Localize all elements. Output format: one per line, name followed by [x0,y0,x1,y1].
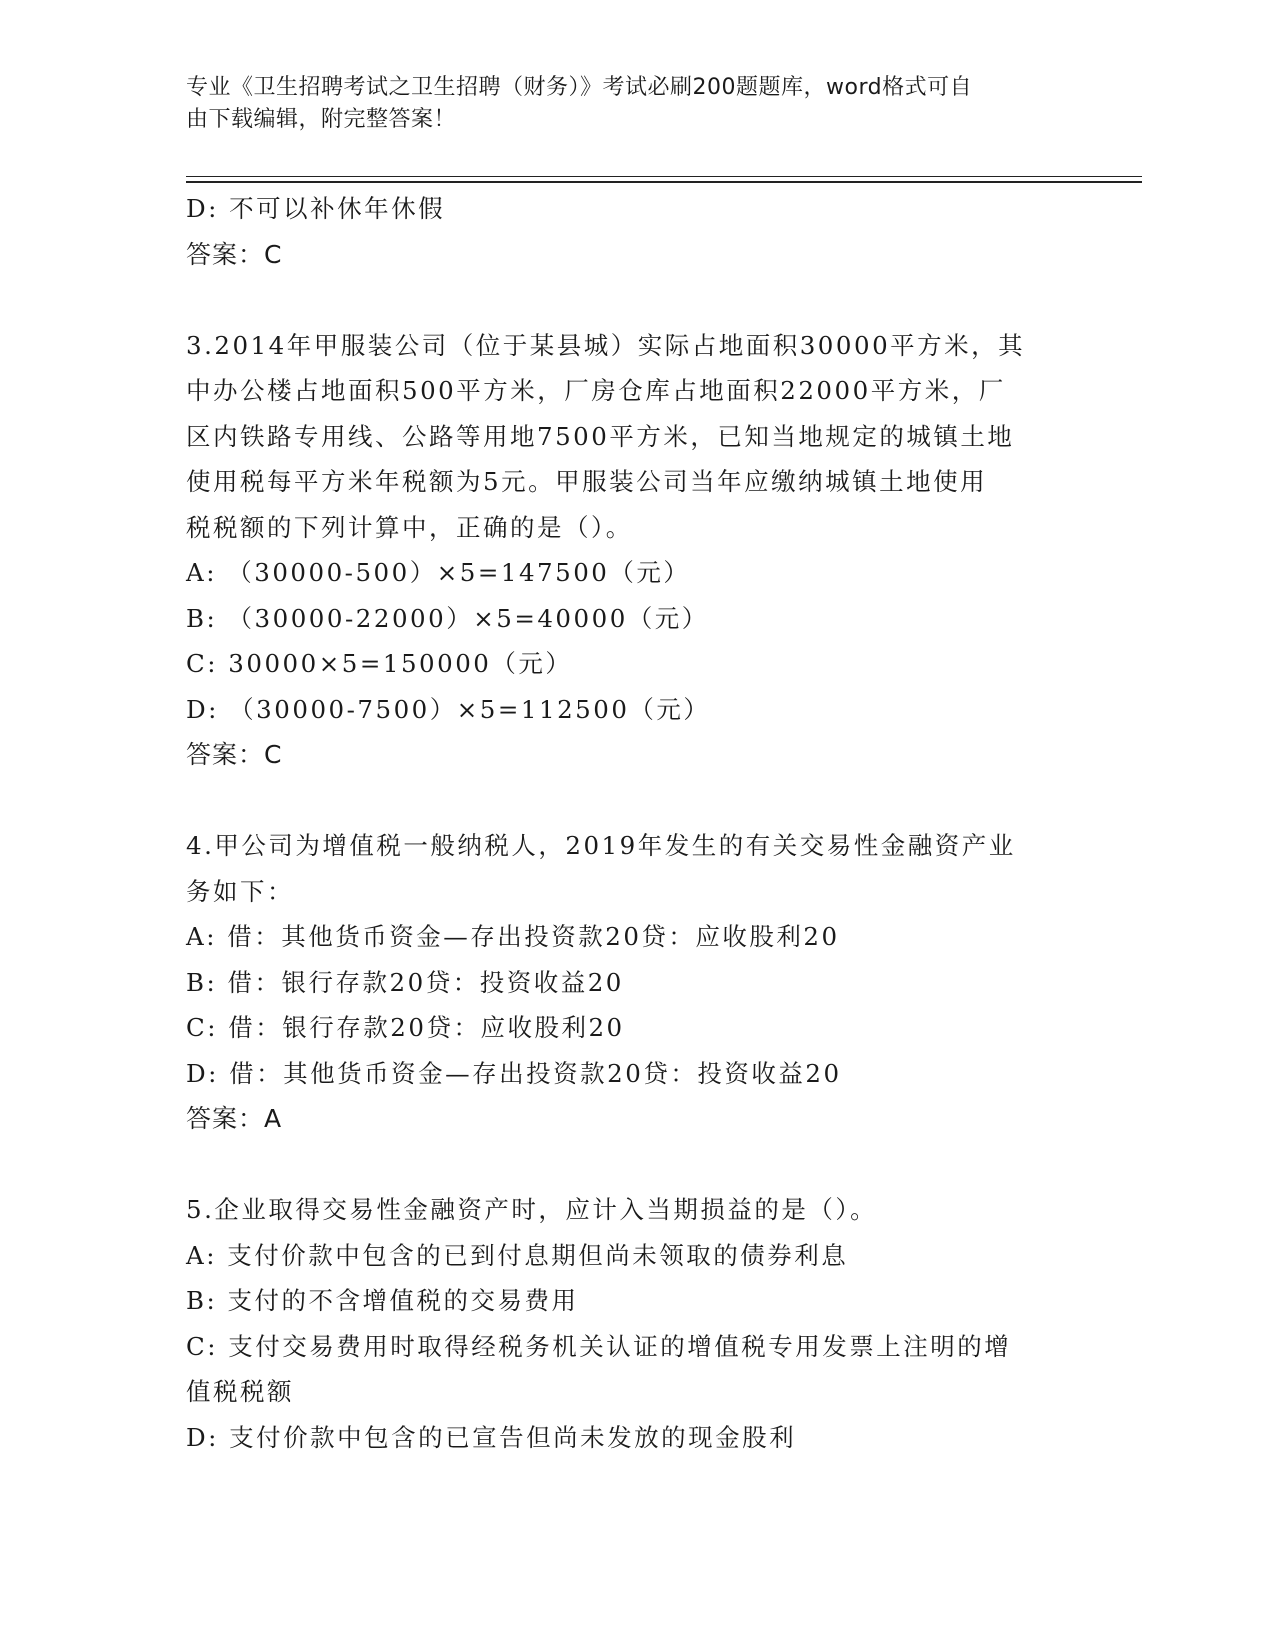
q4-option-d: D: 借：其他货币资金—存出投资款20贷：投资收益20 [186,1058,842,1088]
question-4 [186,823,1066,1142]
q3-stem-line: 税税额的下列计算中，正确的是（）。 [186,512,633,542]
q3-option-a: A: （30000-500）×5=147500（元） [186,558,691,587]
q4-answer: 答案：A [186,1104,283,1133]
q5-option-d: D: 支付价款中包含的已宣告但尚未发放的现金股利 [186,1422,797,1452]
q3-stem-line: 中办公楼占地面积500平方米，厂房仓库占地面积22000平方米，厂 [186,376,1006,405]
document-body [186,186,1066,1460]
q3-stem-line: 使用税每平方米年税额为5元。甲服装公司当年应缴纳城镇土地使用 [186,467,988,496]
prev-question-option-d: D: 不可以补休年休假 [186,194,446,223]
q4-stem-line: 4.甲公司为增值税一般纳税人，2019年发生的有关交易性金融资产业 [186,831,1016,860]
q5-option-c-line: 值税税额 [186,1377,294,1406]
q3-stem-line: 区内铁路专用线、公路等用地7500平方米，已知当地规定的城镇土地 [186,421,1015,451]
question-spacer [186,277,1066,323]
q3-answer: 答案：C [186,740,283,769]
q3-option-d: D: （30000-7500）×5=112500（元） [186,694,711,724]
header-divider-thin [186,176,1142,177]
q3-stem-line: 3.2014年甲服装公司（位于某县城）实际占地面积30000平方米，其 [186,330,1026,360]
question-5 [186,1187,1066,1460]
q3-option-c: C: 30000×5=150000（元） [186,649,573,678]
prev-question-answer: 答案：C [186,239,283,269]
question-spacer [186,1142,1066,1188]
header-divider-thick [186,181,1142,183]
page-header [186,72,1066,136]
q4-option-b: B: 借：银行存款20贷：投资收益20 [186,967,624,997]
q5-option-c-line: C: 支付交易费用时取得经税务机关认证的增值税专用发票上注明的增 [186,1331,1012,1361]
q3-option-b: B: （30000-22000）×5=40000（元） [186,603,709,633]
q5-option-b: B: 支付的不含增值税的交易费用 [186,1286,579,1315]
question-spacer [186,778,1066,824]
header-line-1: 专业《卫生招聘考试之卫生招聘（财务）》考试必刷200题题库，word格式可自 [186,75,973,100]
q5-option-a: A: 支付价款中包含的已到付息期但尚未领取的债券利息 [186,1240,849,1270]
q4-stem-line: 务如下： [186,876,294,906]
q4-option-c: C: 借：银行存款20贷：应收股利20 [186,1013,625,1042]
q4-option-a: A: 借：其他货币资金—存出投资款20贷：应收股利20 [186,922,840,951]
header-line-2: 由下载编辑，附完整答案！ [186,107,457,132]
question-3 [186,323,1066,778]
q5-stem-line: 5.企业取得交易性金融资产时，应计入当期损益的是（）。 [186,1195,878,1224]
